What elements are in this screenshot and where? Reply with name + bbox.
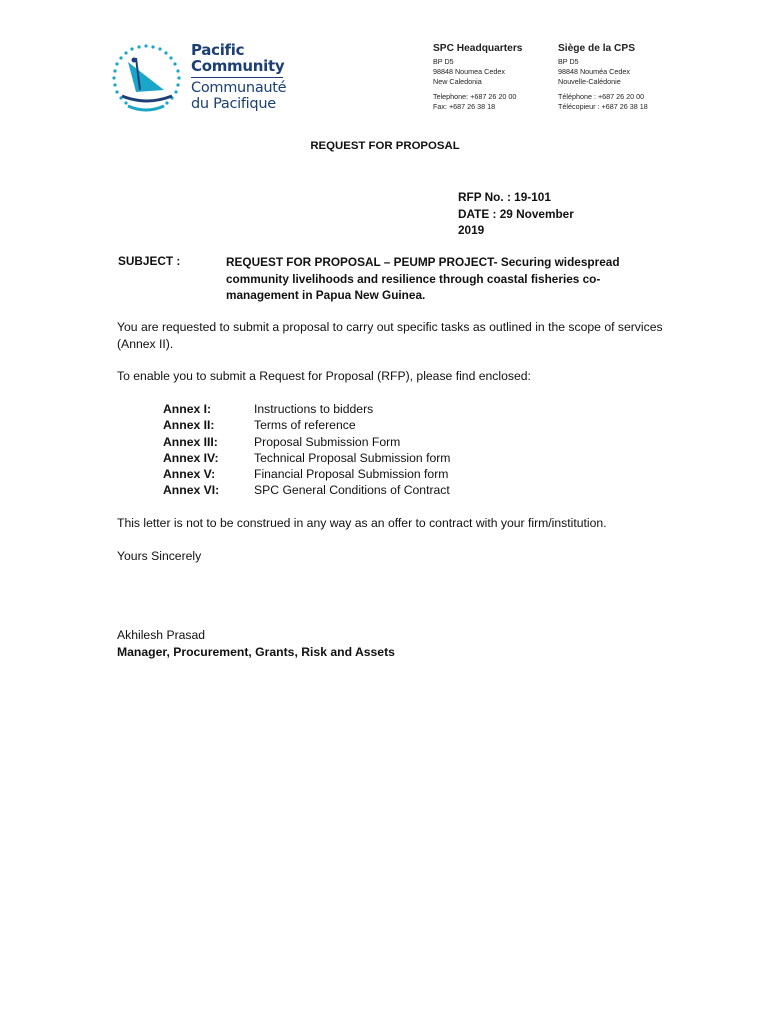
annex-text: Terms of reference xyxy=(254,418,356,433)
annex-label: Annex V: xyxy=(163,467,216,482)
spc-logo xyxy=(106,40,296,120)
subject-text: REQUEST FOR PROPOSAL – PEUMP PROJECT- Securing widespread community livelihoods and resilience through coastal fisheries co-management in Papua New Guinea. xyxy=(226,255,620,302)
annex-label: Annex I: xyxy=(163,402,212,416)
disclaimer-paragraph: This letter is not to be construed in any way as an offer to contract with your firm/institution. xyxy=(117,516,607,530)
annex-label: Annex IV: xyxy=(163,450,219,465)
hq-fr-phone: Téléphone : +687 26 20 00 xyxy=(558,92,645,101)
annex-text: Technical Proposal Submission form xyxy=(254,450,451,465)
hq-fr-line1: BP D5 xyxy=(558,57,579,66)
rfp-date: DATE : 29 November xyxy=(458,206,574,221)
hq-fr-line3: Nouvelle-Calédonie xyxy=(558,77,621,86)
logo-wordmark xyxy=(191,42,286,112)
subject-label: SUBJECT : xyxy=(118,254,181,268)
hq-fr-fax: Télécopieur : +687 26 38 18 xyxy=(558,102,648,111)
logo-line-4: du Pacifique xyxy=(191,96,276,112)
hq-en-line1: BP D5 xyxy=(433,57,454,66)
list-item xyxy=(163,450,450,466)
hq-address-fr xyxy=(558,42,648,112)
list-item xyxy=(163,434,450,450)
annex-label: Annex II: xyxy=(163,418,215,433)
logo-line-2: Community xyxy=(191,57,285,75)
rfp-number: RFP No. : 19-101 xyxy=(458,190,551,204)
spc-emblem-icon xyxy=(106,40,190,120)
list-item xyxy=(163,401,450,417)
annex-text: Financial Proposal Submission form xyxy=(254,467,449,482)
document-title: REQUEST FOR PROPOSAL xyxy=(310,140,460,152)
annex-text: Proposal Submission Form xyxy=(254,434,401,449)
annex-label: Annex III: xyxy=(163,434,218,449)
signer-name: Akhilesh Prasad xyxy=(117,628,206,642)
logo-line-1: Pacific xyxy=(191,41,245,59)
rfp-date-year: 2019 xyxy=(458,223,485,237)
logo-line-3: Communauté xyxy=(191,80,287,96)
intro-paragraph: You are requested to submit a proposal to carry out specific tasks as outlined in the scope of services (Annex II). xyxy=(117,320,663,351)
list-item xyxy=(163,466,450,482)
hq-en-title: SPC Headquarters xyxy=(433,43,523,54)
annex-text: SPC General Conditions of Contract xyxy=(254,483,450,498)
enclosed-paragraph: To enable you to submit a Request for Proposal (RFP), please find enclosed: xyxy=(117,369,531,383)
annex-label: Annex VI: xyxy=(163,483,220,498)
hq-fr-title: Siège de la CPS xyxy=(558,43,636,54)
hq-en-line3: New Caledonia xyxy=(433,77,482,86)
hq-fr-line2: 98848 Nouméa Cedex xyxy=(558,67,630,76)
logo-divider xyxy=(191,77,283,78)
annex-list xyxy=(163,401,450,499)
signer-title: Manager, Procurement, Grants, Risk and Assets xyxy=(117,645,395,659)
hq-address-en xyxy=(433,42,522,112)
rfp-info xyxy=(458,189,574,239)
annex-text: Instructions to bidders xyxy=(254,402,374,416)
hq-en-fax: Fax: +687 26 38 18 xyxy=(433,102,496,111)
hq-en-phone: Telephone: +687 26 20 00 xyxy=(433,92,517,101)
hq-en-line2: 98848 Noumea Cedex xyxy=(433,67,505,76)
closing-line: Yours Sincerely xyxy=(117,549,202,563)
list-item xyxy=(163,417,450,433)
list-item xyxy=(163,482,450,498)
